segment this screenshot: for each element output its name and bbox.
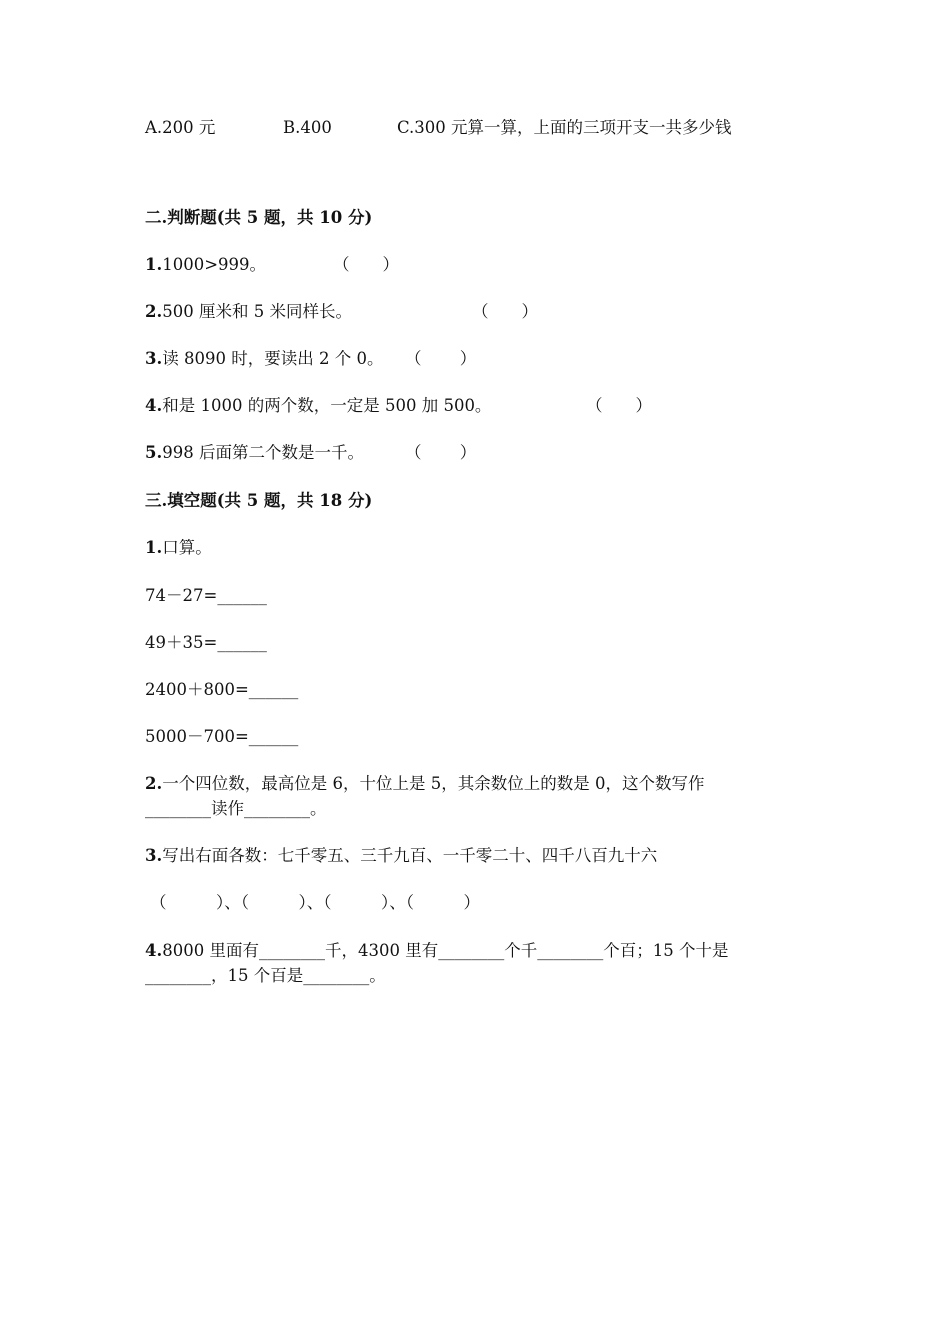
item-text: 1000>999。 <box>162 255 267 274</box>
option-c: C.300 元算一算，上面的三项开支一共多少钱 <box>397 118 732 137</box>
item-number: 4. <box>145 396 163 415</box>
item-text: 一个四位数，最高位是 6，十位上是 5，其余数位上的数是 0，这个数写作 <box>162 774 705 793</box>
option-b: B.400 <box>283 118 332 137</box>
judge-item-5 <box>145 441 364 465</box>
item-number: 1. <box>145 255 163 274</box>
section2-title: 二.判断题(共 5 题，共 10 分) <box>145 208 373 227</box>
fill-q4-line1 <box>145 939 728 963</box>
option-a: A.200 元 <box>145 118 216 137</box>
answer-paren[interactable]: （ ） <box>405 349 477 368</box>
calc-4[interactable]: 5000－700=______ <box>145 727 299 746</box>
answer-paren[interactable]: （ ） <box>405 443 477 462</box>
item-number: 4. <box>145 941 163 960</box>
item-text: 口算。 <box>162 538 212 557</box>
item-number: 1. <box>145 538 163 557</box>
item-text: 写出右面各数：七千零五、三千九百、一千零二十、四千八百九十六 <box>162 846 658 865</box>
fill-q2-line1 <box>145 772 704 796</box>
judge-item-1 <box>145 253 266 277</box>
answer-paren[interactable]: （ ） <box>472 302 538 321</box>
calc-1[interactable]: 74－27=______ <box>145 586 267 605</box>
judge-item-3 <box>145 347 383 371</box>
item-number: 3. <box>145 846 163 865</box>
fill-q4-line2[interactable]: ________，15 个百是________。 <box>145 966 386 985</box>
section3-title: 三.填空题(共 5 题，共 18 分) <box>145 491 373 510</box>
fill-q3-answers[interactable]: （ ）、（ ）、（ ）、（ ） <box>150 893 480 912</box>
fill-q3 <box>145 844 657 868</box>
answer-paren[interactable]: （ ） <box>333 255 399 274</box>
calc-2[interactable]: 49＋35=______ <box>145 633 267 652</box>
fill-q2-line2[interactable]: ________读作________。 <box>145 799 327 818</box>
item-number: 2. <box>145 302 163 321</box>
fill-q1 <box>145 536 212 560</box>
item-number: 3. <box>145 349 163 368</box>
item-text: 500 厘米和 5 米同样长。 <box>162 302 352 321</box>
item-text: 读 8090 时，要读出 2 个 0。 <box>162 349 384 368</box>
answer-paren[interactable]: （ ） <box>586 396 652 415</box>
judge-item-2 <box>145 300 352 324</box>
item-number: 2. <box>145 774 163 793</box>
item-text: 和是 1000 的两个数，一定是 500 加 500。 <box>162 396 492 415</box>
judge-item-4 <box>145 394 491 418</box>
item-text: 998 后面第二个数是一千。 <box>162 443 364 462</box>
calc-3[interactable]: 2400＋800=______ <box>145 680 299 699</box>
item-number: 5. <box>145 443 163 462</box>
item-text: 8000 里面有________千，4300 里有________个千________个百；15 个十是 <box>162 941 729 960</box>
